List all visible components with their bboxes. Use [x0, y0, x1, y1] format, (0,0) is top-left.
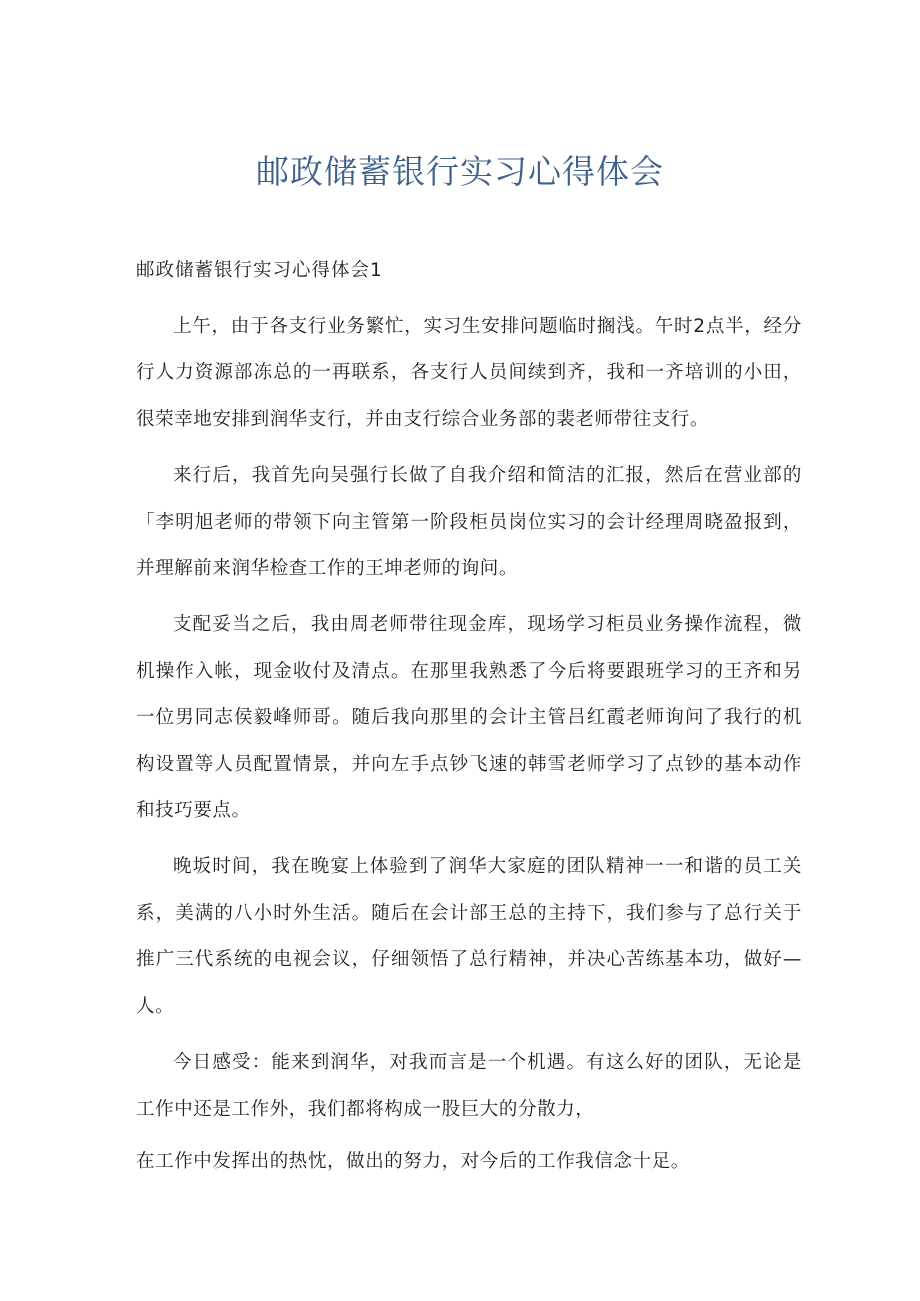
document-body [136, 304, 802, 1185]
paragraph-4: 晚坂时间，我在晚宴上体验到了润华大家庭的团队精神一一和谐的员工关系，美满的八小时外生活。随后在会计部王总的主持下，我们参与了总行关于推广三代系统的电视会议，仔细领悟了总行精神，并决心苦练基本功，做好—人。 [136, 856, 802, 1017]
document-title: 邮政储蓄银行实习心得体会 [256, 152, 664, 191]
paragraph-2: 来行后，我首先向吴强行长做了自我介绍和简洁的汇报，然后在营业部的「李明旭老师的带领下向主管第一阶段柜员岗位实习的会计经理周晓盈报到，并理解前来润华检查工作的王坤老师的询问。 [136, 465, 802, 580]
paragraph-3: 支配妥当之后，我由周老师带往现金库，现场学习柜员业务操作流程，微机操作入帐，现金收付及清点。在那里我熟悉了今后将要跟班学习的王齐和另一位男同志侯毅峰师哥。随后我向那里的会计主管吕红霞老师询问了我行的机构设置等人员配置情景，并向左手点钞飞速的韩雪老师学习了点钞的基本动作和技巧要点。 [136, 614, 802, 822]
paragraph-1: 上午，由于各支行业务繁忙，实习生安排问题临时搁浅。午时2点半，经分行人力资源部冻总的一再联系，各支行人员间续到齐，我和一齐培训的小田，很荣幸地安排到润华支行，并由支行综合业务部的裴老师带往支行。 [136, 316, 802, 430]
paragraph-5: 今日感受：能来到润华，对我而言是一个机遇。有这么好的团队，无论是工作中还是工作外，我们都将构成一股巨大的分散力， [136, 1052, 802, 1120]
closing-line: 在工作中发挥出的热忱，做出的努力，对今后的工作我信念十足。 [136, 1150, 690, 1172]
section-heading: 邮政储蓄银行实习心得体会1 [136, 260, 383, 281]
